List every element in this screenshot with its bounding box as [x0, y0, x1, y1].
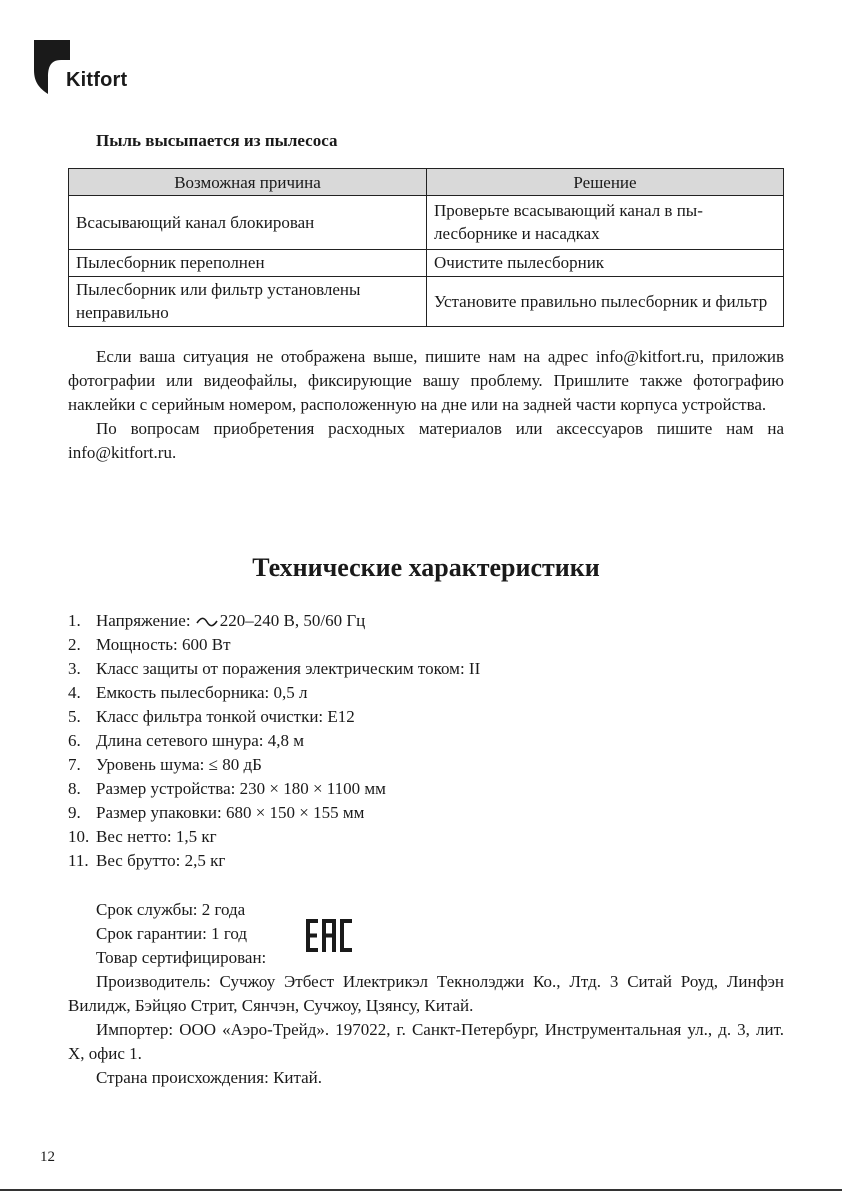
- item-number: 8.: [68, 779, 81, 798]
- solution-cell: Очистите пылесборник: [427, 250, 784, 277]
- spec-label: Размер устройства:: [96, 779, 236, 798]
- spec-label: Класс защиты от поражения электрическим током:: [96, 659, 465, 678]
- spec-value: ≤ 80 дБ: [208, 755, 262, 774]
- list-item: [68, 849, 784, 873]
- spec-label: Размер упаковки:: [96, 803, 222, 822]
- spec-value: 600 Вт: [182, 635, 231, 654]
- item-number: 4.: [68, 683, 81, 702]
- spec-value: E12: [327, 707, 355, 726]
- solution-cell: Установите правильно пылесборник и фильтр: [427, 277, 784, 327]
- spec-label: Класс фильтра тонкой очистки:: [96, 707, 324, 726]
- item-number: 3.: [68, 659, 81, 678]
- list-item: [68, 609, 784, 633]
- list-item: [68, 801, 784, 825]
- country-of-origin: Страна происхождения: Китай.: [96, 1068, 323, 1087]
- list-item: [68, 681, 784, 705]
- list-item: [68, 633, 784, 657]
- warranty: Срок гарантии: 1 год: [96, 924, 248, 943]
- table-header-row: [69, 169, 784, 196]
- spec-value: 0,5 л: [273, 683, 308, 702]
- spec-value: II: [468, 659, 481, 678]
- list-item: [68, 753, 784, 777]
- solution-cell: Проверьте всасывающий канал в пы- лесборнике и насадках: [427, 196, 784, 250]
- brand-logo: [34, 40, 144, 96]
- item-number: 9.: [68, 803, 81, 822]
- eac-mark-icon: [306, 919, 352, 952]
- spec-value: 680 × 150 × 155 мм: [225, 803, 365, 822]
- manufacturer: Производитель: Сучжоу Этбест Илектрикэл Текнолэджи Ко., Лтд. 3 Ситай Роуд, Линфэн Вилидж, Бэйцяо Стрит, Сянчэн, Сучжоу, Цзянсу, Китай.: [68, 972, 784, 1015]
- spec-label: Вес брутто:: [96, 851, 181, 870]
- table-row: [69, 196, 784, 250]
- certification-label: Товар сертифицирован:: [96, 948, 267, 967]
- table-row: [69, 277, 784, 327]
- bottom-rule: [0, 1189, 842, 1191]
- item-number: 1.: [68, 611, 81, 630]
- specs-list: [68, 609, 784, 873]
- item-number: 7.: [68, 755, 81, 774]
- list-item: [68, 657, 784, 681]
- cause-cell: Пылесборник переполнен: [69, 250, 427, 277]
- specs-title: Технические характеристики: [252, 553, 600, 582]
- cause-cell: Всасывающий канал блокирован: [69, 196, 427, 250]
- spec-label: Мощность:: [96, 635, 178, 654]
- spec-value: 2,5 кг: [184, 851, 226, 870]
- product-info: [68, 898, 784, 1090]
- page-number: 12: [40, 1149, 55, 1165]
- service-life: Срок службы: 2 года: [96, 900, 246, 919]
- item-number: 10.: [68, 827, 90, 846]
- cause-cell: Пылесборник или фильтр установлены неправильно: [69, 277, 427, 327]
- spec-label: Уровень шума:: [96, 755, 205, 774]
- importer: Импортер: ООО «Аэро-Трейд». 197022, г. Санкт-Петербург, Инструментальная ул., д. 3, лит. Х, офис 1.: [68, 1020, 784, 1063]
- table-row: [69, 250, 784, 277]
- spec-value: 230 × 180 × 1100 мм: [239, 779, 386, 798]
- list-item: [68, 825, 784, 849]
- column-header-cause: Возможная причина: [69, 169, 427, 196]
- spec-label: Длина сетевого шнура:: [96, 731, 264, 750]
- item-number: 11.: [68, 851, 89, 870]
- list-item: [68, 729, 784, 753]
- item-number: 6.: [68, 731, 81, 750]
- item-number: 5.: [68, 707, 81, 726]
- column-header-solution: Решение: [427, 169, 784, 196]
- list-item: [68, 777, 784, 801]
- spec-value: 220–240 В, 50/60 Гц: [219, 611, 366, 630]
- spec-label: Напряжение:: [96, 611, 191, 630]
- contact-paragraph: Если ваша ситуация не отображена выше, пишите нам на адрес info@kitfort.ru, приложив фотографии или видеофайлы, фиксирующие вашу проблему. Пришлите также фотографию наклейки с серийным номером, расположенную на дне или на задней части корпуса устройства.: [68, 347, 784, 414]
- brand-name: Kitfort: [66, 69, 128, 91]
- spec-value: 1,5 кг: [175, 827, 217, 846]
- ac-current-icon: [196, 617, 218, 627]
- spec-value: 4,8 м: [267, 731, 305, 750]
- kitfort-logo-icon: [34, 40, 70, 94]
- troubleshooting-table: [68, 168, 784, 327]
- list-item: [68, 705, 784, 729]
- spec-label: Вес нетто:: [96, 827, 172, 846]
- item-number: 2.: [68, 635, 81, 654]
- troubleshooting-title: Пыль высыпается из пылесоса: [96, 131, 338, 150]
- spec-label: Емкость пылесборника:: [96, 683, 270, 702]
- contact-paragraph: По вопросам приобретения расходных материалов или аксессуаров пишите нам на info@kitfort.ru.: [68, 419, 784, 462]
- contact-text: [68, 345, 784, 465]
